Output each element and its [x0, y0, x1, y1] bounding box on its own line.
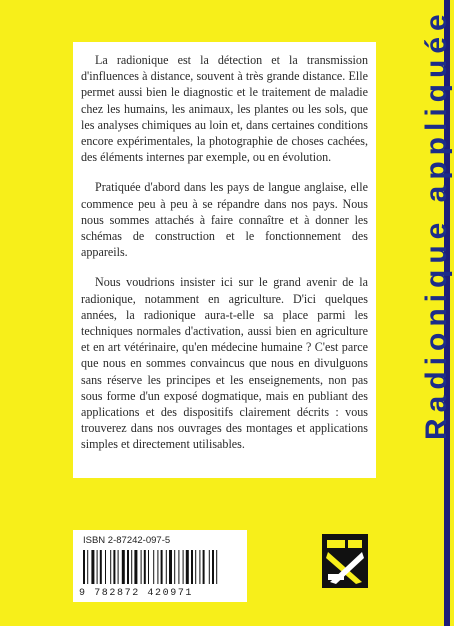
- barcode-bar: [157, 550, 158, 584]
- barcode-bar: [113, 550, 115, 584]
- barcode-bar: [122, 550, 125, 584]
- barcode-bar: [141, 550, 142, 584]
- barcode-icon: [81, 550, 239, 586]
- barcode-bar: [216, 550, 217, 584]
- barcode-box: [73, 530, 247, 602]
- barcode-bar: [195, 550, 196, 584]
- barcode-bar: [97, 550, 98, 584]
- barcode-bar: [166, 550, 167, 584]
- barcode-bar: [134, 550, 137, 584]
- barcode-bar: [209, 550, 210, 584]
- barcode-bar: [110, 550, 111, 584]
- paragraph-2: Pratiquée d'abord dans les pays de langue anglaise, elle commence peu à peu à se répandre dans nos pays. Nous nous sommes attachés à faire connaître et à donner les schémas de construction et le fonctionnement des appareils.: [81, 180, 368, 260]
- publisher-logo-icon: [318, 528, 374, 594]
- barcode-bar: [118, 550, 119, 584]
- isbn-label: ISBN 2-87242-097-5: [83, 535, 171, 546]
- barcode-bar: [148, 550, 149, 584]
- barcode-bar: [105, 550, 106, 584]
- paragraph-3: Nous voudrions insister ici sur le grand avenir de la radionique, notamment en agriculture. D'ici quelques années, la radionique aura-t-elle sa place parmi les techniques normales d'activation, aussi bien en agriculture et en art vétérinaire, qu'en médecine humaine ? C'est parce que nous en sommes convaincus que nous en divulguons sans réserve les principes et les enseignements, non pas sous forme d'un exposé dogmatique, mais en publiant des applications et des dispositifs clairement décrits : vous trouverez dans nos ouvrages des montages et applications simples et directement utilisables.: [81, 275, 368, 452]
- barcode-bar: [153, 550, 154, 584]
- barcode-bar: [203, 550, 205, 584]
- barcode-bar: [183, 550, 184, 584]
- barcode-bar: [91, 550, 94, 584]
- barcode-bar: [186, 550, 189, 584]
- spine-title: [418, 8, 453, 440]
- barcode-bar: [199, 550, 200, 584]
- barcode-bar: [127, 550, 129, 584]
- barcode-bar: [131, 550, 132, 584]
- barcode-bar: [161, 550, 163, 584]
- barcode-bar: [169, 550, 172, 584]
- barcode-bar: [83, 550, 85, 584]
- barcode-bar: [100, 550, 102, 584]
- barcode-bar: [144, 550, 146, 584]
- back-cover-text-panel: [73, 42, 376, 478]
- barcode-bar: [87, 550, 88, 584]
- barcode-bar: [191, 550, 193, 584]
- spine-title-text: Radionique appliquée: [420, 8, 453, 440]
- paragraph-1: La radionique est la détection et la transmission d'influences à distance, souvent à très grande distance. Elle permet aussi bien le diagnostic et le traitement de maladie chez les humains, les animaux, les plantes ou les sols, que les analyses chimiques au loin et, dans certaines conditions encore expérimentales, la photographie de choses cachées, des éléments internes par exemple, ou en évolution.: [81, 53, 368, 165]
- barcode-bar: [212, 550, 214, 584]
- barcode-digits: 9 782872 420971: [79, 588, 194, 599]
- barcode-bar: [174, 550, 175, 584]
- barcode-bar: [178, 550, 179, 584]
